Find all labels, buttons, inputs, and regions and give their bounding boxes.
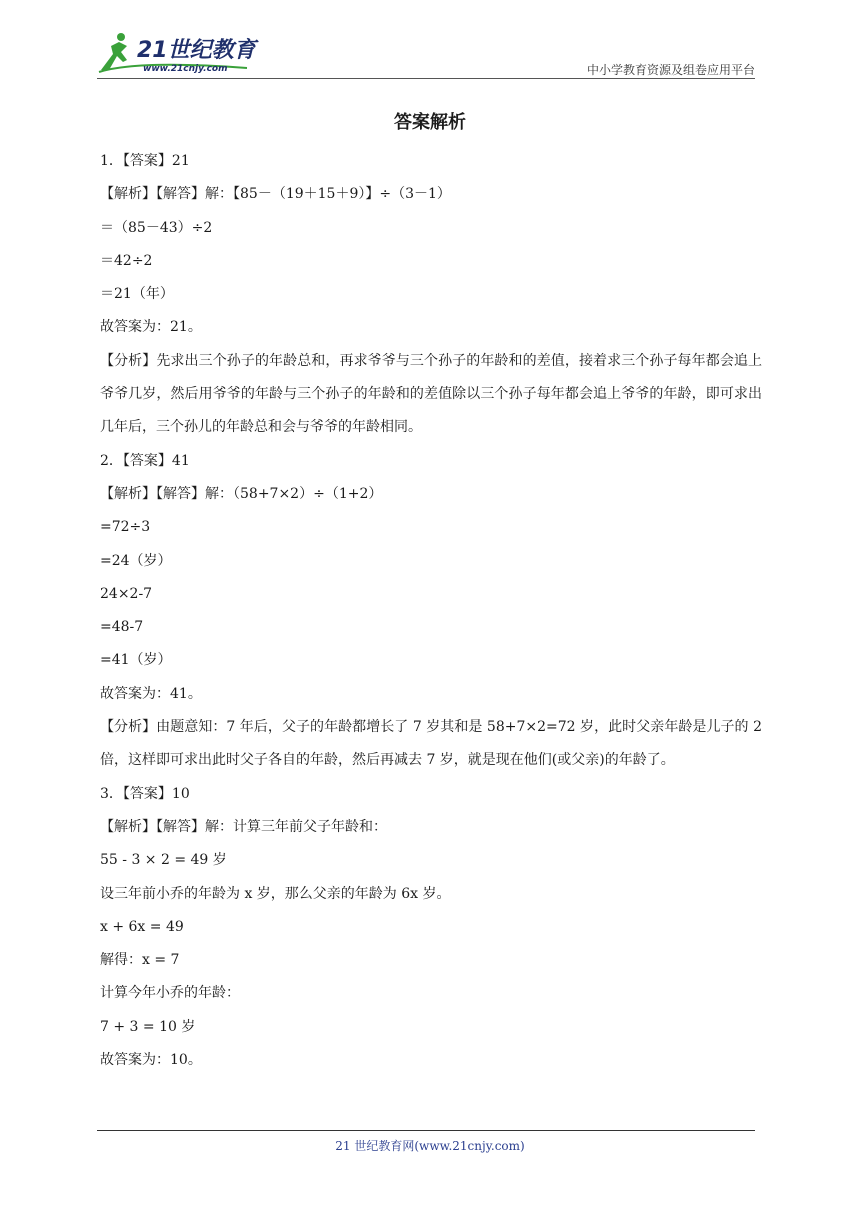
- runner-icon: [101, 42, 127, 70]
- answer-1-solution: 【解析】【解答】解：【85－（19＋15＋9）】÷（3－1）: [100, 186, 451, 203]
- answer-2-step: 24×2-7: [100, 585, 153, 602]
- logo-21cnjy: [97, 30, 267, 76]
- answer-1-heading: 1．【答案】21: [100, 153, 190, 169]
- answer-3-step: 7 + 3 = 10 岁: [100, 1018, 196, 1035]
- answer-1-conclusion: 故答案为：21。: [100, 319, 202, 336]
- answer-1-step: ＝（85－43）÷2: [100, 219, 213, 236]
- answer-3-conclusion: 故答案为：10。: [100, 1052, 202, 1069]
- answer-3-solution: 【解析】【解答】解：计算三年前父子年龄和：: [100, 818, 387, 835]
- logo-url: www.21cnjy.com: [143, 64, 228, 74]
- page-title: 答案解析: [394, 112, 466, 133]
- answer-3-heading: 3．【答案】10: [100, 785, 190, 802]
- page-header: [97, 30, 755, 78]
- answer-3-step: 55 - 3 × 2 = 49 岁: [100, 852, 227, 869]
- answer-1-analysis: 【分析】先求出三个孙子的年龄总和，再求爷爷与三个孙子的年龄和的差值，接着求三个孙子每年都会追上爷爷几岁，然后用爷爷的年龄与三个孙子的年龄和的差值除以三个孙子每年都会追上爷爷的年龄，即可求出几年后，三个孙儿的年龄总和会与爷爷的年龄相同。: [100, 352, 762, 436]
- answer-2-step: =41（岁）: [100, 652, 172, 669]
- answer-2-conclusion: 故答案为：41。: [100, 685, 202, 702]
- footer-divider: [97, 1130, 755, 1131]
- platform-name: 中小学教育资源及组卷应用平台: [586, 63, 755, 77]
- answer-3-step: x + 6x = 49: [100, 918, 184, 935]
- answer-2-analysis: 【分析】由题意知：7 年后，父子的年龄都增长了 7 岁其和是 58+7×2=72 岁，此时父亲年龄是儿子的 2 倍，这样即可求出此时父子各自的年龄，然后再减去 7 岁，就是现在他们(或父亲)的年龄了。: [100, 719, 762, 769]
- logo-text: 21世纪教育: [137, 38, 256, 63]
- answer-1-step: ＝21（年）: [100, 286, 174, 303]
- answer-2-step: =72÷3: [100, 519, 151, 536]
- answer-3-step: 解得：x = 7: [100, 952, 180, 969]
- header-divider: [97, 78, 755, 79]
- answer-3-step: 设三年前小乔的年龄为 x 岁，那么父亲的年龄为 6x 岁。: [100, 885, 451, 902]
- answer-content: [100, 145, 762, 1077]
- answer-2-step: =24（岁）: [100, 552, 172, 569]
- answer-2-solution: 【解析】【解答】解：（58+7×2）÷（1+2）: [100, 485, 383, 502]
- answer-1-step: ＝42÷2: [100, 252, 153, 269]
- answer-2-heading: 2．【答案】41: [100, 452, 190, 469]
- answer-3-step: 计算今年小乔的年龄：: [100, 985, 240, 1002]
- answer-2-step: =48-7: [100, 619, 144, 636]
- page-footer: 21 世纪教育网(www.21cnjy.com): [335, 1139, 525, 1153]
